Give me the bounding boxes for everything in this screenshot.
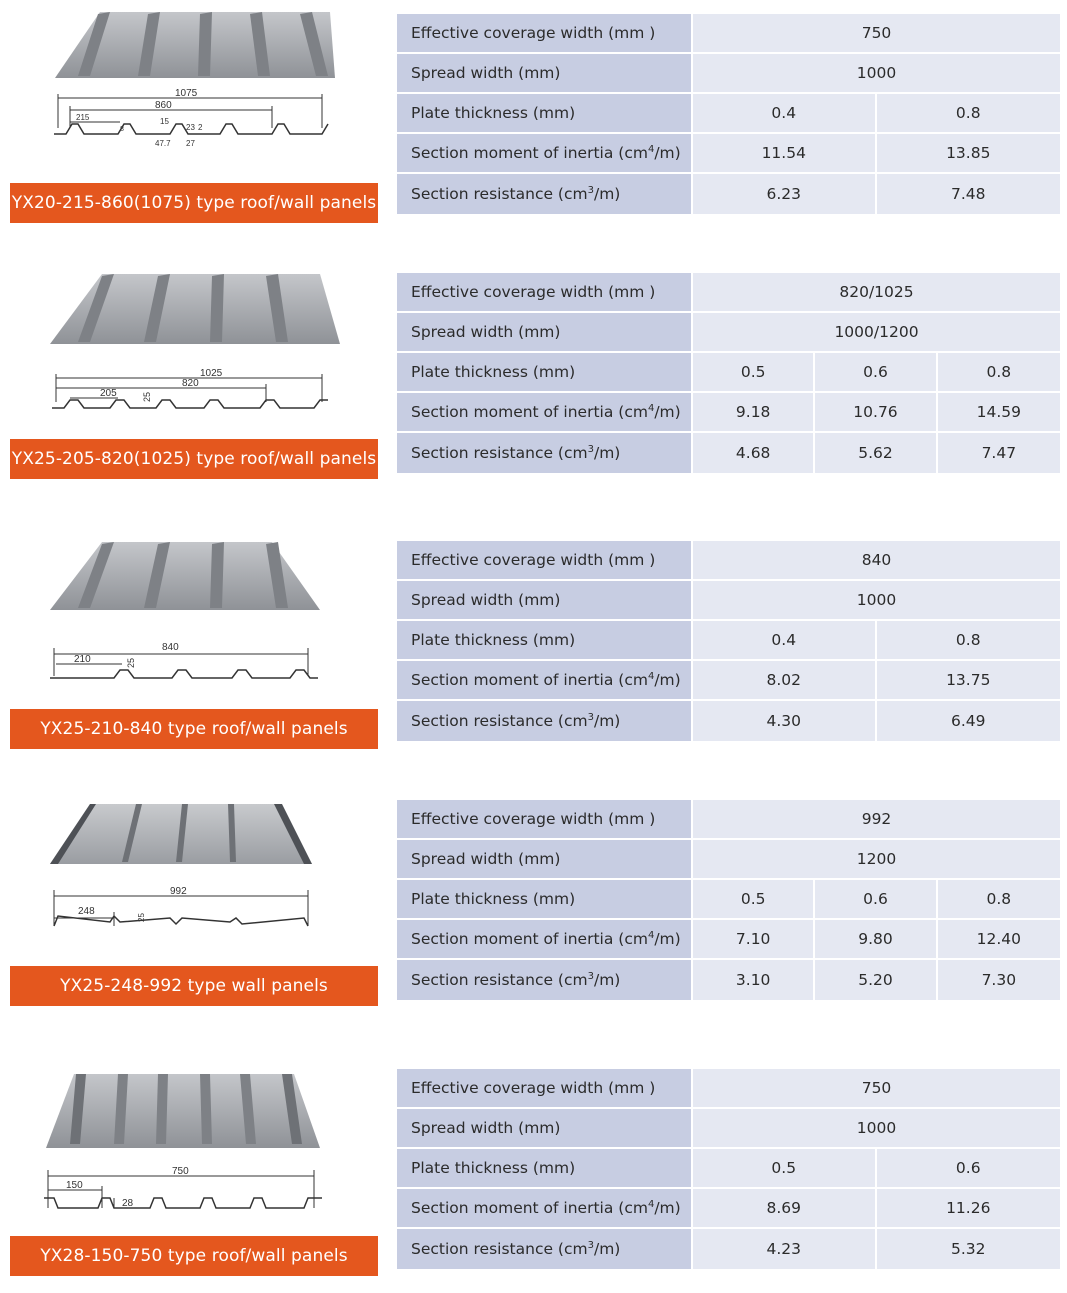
dim-cover: 860 — [155, 100, 172, 111]
spec-value: 7.47 — [938, 433, 1060, 473]
dim-pitch: 210 — [74, 654, 91, 665]
spec-value: 5.62 — [815, 433, 937, 473]
table-row — [397, 433, 1060, 473]
spec-value: 1200 — [693, 840, 1060, 880]
dim-b: 23 — [186, 123, 195, 132]
table-row — [397, 273, 1060, 313]
table-row — [397, 353, 1060, 393]
dim-height: 28 — [122, 1198, 134, 1209]
spec-value: 0.8 — [938, 353, 1060, 393]
roof-panel-render — [50, 542, 320, 610]
spec-value: 750 — [693, 1069, 1060, 1109]
spec-value: 5.32 — [877, 1229, 1061, 1269]
table-row — [397, 54, 1060, 94]
dim-total: 1075 — [175, 88, 198, 99]
spec-label: Section moment of inertia $(cm^4/m)$ — [397, 1189, 693, 1229]
table-row — [397, 840, 1060, 880]
dim-d: 47.7 — [155, 139, 171, 148]
dim-c: 2 — [198, 123, 203, 132]
spec-label: Spread width (mm) — [397, 581, 693, 621]
table-row — [397, 581, 1060, 621]
dim-pitch: 248 — [78, 906, 95, 917]
spec-value: 13.75 — [877, 661, 1061, 701]
spec-value: 7.30 — [938, 960, 1060, 1000]
spec-label: Spread width (mm) — [397, 54, 693, 94]
spec-value: 992 — [693, 800, 1060, 840]
table-row — [397, 880, 1060, 920]
table-row — [397, 661, 1060, 701]
spec-value: 8.02 — [693, 661, 877, 701]
spec-label: Plate thickness (mm) — [397, 621, 693, 661]
spec-value: 820/1025 — [693, 273, 1060, 313]
spec-label: Plate thickness (mm) — [397, 353, 693, 393]
spec-value: 0.4 — [693, 94, 877, 134]
spec-value: 11.26 — [877, 1189, 1061, 1229]
spec-value: 11.54 — [693, 134, 877, 174]
dim-total: 1025 — [200, 368, 223, 379]
spec-value: 7.48 — [877, 174, 1061, 214]
spec-value: 1000 — [693, 581, 1060, 621]
table-row — [397, 920, 1060, 960]
panel-5-title: YX28-150-750 type roof/wall panels — [10, 1236, 378, 1276]
dim-pitch: 150 — [66, 1180, 83, 1191]
dim-height: 25 — [142, 391, 152, 402]
spec-label: Effective coverage width (mm ) — [397, 541, 693, 581]
dim-pitch: 215 — [76, 113, 90, 122]
table-row — [397, 1069, 1060, 1109]
spec-value: 0.4 — [693, 621, 877, 661]
table-row — [397, 1229, 1060, 1269]
table-row — [397, 1109, 1060, 1149]
spec-value: 750 — [693, 14, 1060, 54]
spec-value: 9.80 — [815, 920, 937, 960]
panel-2-illustration — [10, 272, 380, 412]
panel-4-title: YX25-248-992 type wall panels — [10, 966, 378, 1006]
table-row — [397, 393, 1060, 433]
panel-4-illustration — [10, 800, 380, 940]
panel-4-spec-table — [397, 800, 1060, 1000]
spec-value: 3.10 — [693, 960, 815, 1000]
spec-label: Plate thickness (mm) — [397, 94, 693, 134]
spec-label: Spread width (mm) — [397, 313, 693, 353]
panel-1-illustration — [10, 10, 380, 150]
dim-a: 15 — [160, 117, 169, 126]
table-row — [397, 800, 1060, 840]
spec-value: 0.6 — [877, 1149, 1061, 1189]
dim-e: 27 — [186, 139, 195, 148]
spec-value: 6.23 — [693, 174, 877, 214]
spec-value: 0.5 — [693, 1149, 877, 1189]
panel-3-title: YX25-210-840 type roof/wall panels — [10, 709, 378, 749]
panel-3-illustration — [10, 540, 380, 690]
spec-value: 0.5 — [693, 353, 815, 393]
spec-label: Plate thickness (mm) — [397, 1149, 693, 1189]
dim-pitch: 205 — [100, 388, 117, 399]
panel-5-spec-table — [397, 1069, 1060, 1269]
spec-value: 0.6 — [815, 880, 937, 920]
spec-label: Effective coverage width (mm ) — [397, 800, 693, 840]
table-row — [397, 960, 1060, 1000]
table-row — [397, 1149, 1060, 1189]
dim-total: 750 — [172, 1166, 189, 1177]
roof-panel-render — [50, 274, 340, 344]
spec-label: Section resistance $(cm^3/m)$ — [397, 174, 693, 214]
panel-2-title: YX25-205-820(1025) type roof/wall panels — [10, 439, 378, 479]
spec-label: Spread width (mm) — [397, 1109, 693, 1149]
spec-value: 4.30 — [693, 701, 877, 741]
spec-value: 6.49 — [877, 701, 1061, 741]
dim-total: 840 — [162, 642, 179, 653]
panel-5-illustration — [10, 1072, 380, 1222]
spec-value: 0.6 — [815, 353, 937, 393]
table-row — [397, 701, 1060, 741]
table-row — [397, 94, 1060, 134]
table-row — [397, 174, 1060, 214]
spec-label: Effective coverage width (mm ) — [397, 273, 693, 313]
table-row — [397, 313, 1060, 353]
spec-label: Effective coverage width (mm ) — [397, 1069, 693, 1109]
spec-value: 840 — [693, 541, 1060, 581]
spec-value: 14.59 — [938, 393, 1060, 433]
spec-label: Section moment of inertia $(cm^4/m)$ — [397, 920, 693, 960]
spec-label: Plate thickness (mm) — [397, 880, 693, 920]
spec-label: Section moment of inertia $(cm^4/m)$ — [397, 661, 693, 701]
spec-label: Section resistance $(cm^3/m)$ — [397, 433, 693, 473]
spec-value: 9.18 — [693, 393, 815, 433]
dim-height: 25 — [137, 913, 146, 922]
table-row — [397, 14, 1060, 54]
table-row — [397, 134, 1060, 174]
wall-panel-render — [50, 804, 312, 864]
spec-value: 7.10 — [693, 920, 815, 960]
dim-total: 992 — [170, 886, 187, 897]
spec-label: Effective coverage width (mm ) — [397, 14, 693, 54]
dim-cover: 820 — [182, 378, 199, 389]
spec-label: Spread width (mm) — [397, 840, 693, 880]
table-row — [397, 621, 1060, 661]
spec-value: 5.20 — [815, 960, 937, 1000]
spec-value: 1000 — [693, 1109, 1060, 1149]
spec-value: 4.23 — [693, 1229, 877, 1269]
spec-value: 0.8 — [877, 94, 1061, 134]
spec-value: 8.69 — [693, 1189, 877, 1229]
panel-1-title: YX20-215-860(1075) type roof/wall panels — [10, 183, 378, 223]
spec-value: 0.8 — [877, 621, 1061, 661]
table-row — [397, 541, 1060, 581]
spec-value: 10.76 — [815, 393, 937, 433]
spec-value: 0.8 — [938, 880, 1060, 920]
spec-value: 1000/1200 — [693, 313, 1060, 353]
spec-label: Section moment of inertia $(cm^4/m)$ — [397, 134, 693, 174]
spec-value: 12.40 — [938, 920, 1060, 960]
spec-label: Section resistance $(cm^3/m)$ — [397, 1229, 693, 1269]
table-row — [397, 1189, 1060, 1229]
panel-3-spec-table — [397, 541, 1060, 741]
panel-1-spec-table — [397, 14, 1060, 214]
spec-value: 4.68 — [693, 433, 815, 473]
spec-label: Section moment of inertia $(cm^4/m)$ — [397, 393, 693, 433]
spec-label: Section resistance $(cm^3/m)$ — [397, 960, 693, 1000]
panel-2-spec-table — [397, 273, 1060, 473]
dim-height: 25 — [126, 657, 136, 668]
spec-value: 0.5 — [693, 880, 815, 920]
spec-value: 13.85 — [877, 134, 1061, 174]
dim-height: 8 — [120, 126, 124, 133]
spec-value: 1000 — [693, 54, 1060, 94]
roof-panel-render — [55, 12, 335, 78]
spec-label: Section resistance $(cm^3/m)$ — [397, 701, 693, 741]
roof-panel-render — [46, 1074, 320, 1148]
